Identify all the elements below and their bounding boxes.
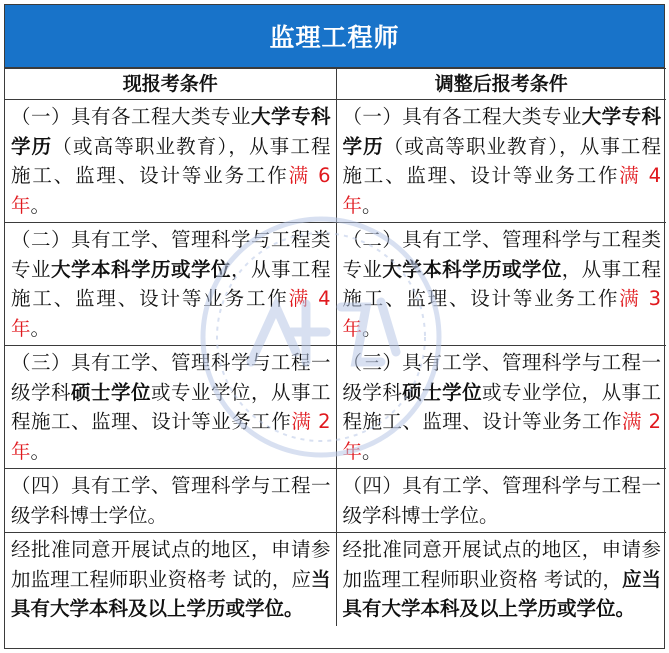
- table-row: [5, 533, 666, 626]
- cell-adjusted-3: （三）具有工学、管理科学与工程一级学科硕士学位或专业学位，从事工程施工、监理、设计等业务工作满 2 年。: [336, 346, 666, 469]
- cell-adjusted-5: 经批准同意开展试点的地区，申请参加监理工程师职业资格 考试的，应当具有大学本科及以上学历或学位。: [336, 533, 666, 626]
- cell-current-4: （四）具有工学、管理科学与工程一级学科博士学位。: [5, 469, 336, 533]
- header-adjusted: 调整后报考条件: [336, 69, 666, 100]
- table-title: 监理工程师: [5, 5, 664, 68]
- qualification-table-frame: [4, 4, 665, 649]
- cell-current-2: （二）具有工学、管理科学与工程类专业大学本科学历或学位，从事工程施工、监理、设计等业务工作满 4 年。: [5, 223, 336, 346]
- table-row: [5, 100, 666, 223]
- header-row: [5, 69, 666, 100]
- cell-current-1: （一）具有各工程大类专业大学专科学历（或高等职业教育），从事工程施工、监理、设计等业务工作满 6 年。: [5, 100, 336, 223]
- table-row: [5, 469, 666, 533]
- header-current: 现报考条件: [5, 69, 336, 100]
- comparison-table: [5, 68, 666, 626]
- cell-adjusted-1: （一）具有各工程大类专业大学专科学历（或高等职业教育），从事工程施工、监理、设计等业务工作满 4 年。: [336, 100, 666, 223]
- cell-adjusted-2: （二）具有工学、管理科学与工程类专业大学本科学历或学位，从事工程施工、监理、设计等业务工作满 3 年。: [336, 223, 666, 346]
- cell-current-5: 经批准同意开展试点的地区，申请参加监理工程师职业资格考 试的，应当具有大学本科及以上学历或学位。: [5, 533, 336, 626]
- table-row: [5, 223, 666, 346]
- cell-current-3: （三）具有工学、管理科学与工程一级学科硕士学位或专业学位，从事工程施工、监理、设计等业务工作满 2 年。: [5, 346, 336, 469]
- cell-adjusted-4: （四）具有工学、管理科学与工程一级学科博士学位。: [336, 469, 666, 533]
- table-row: [5, 346, 666, 469]
